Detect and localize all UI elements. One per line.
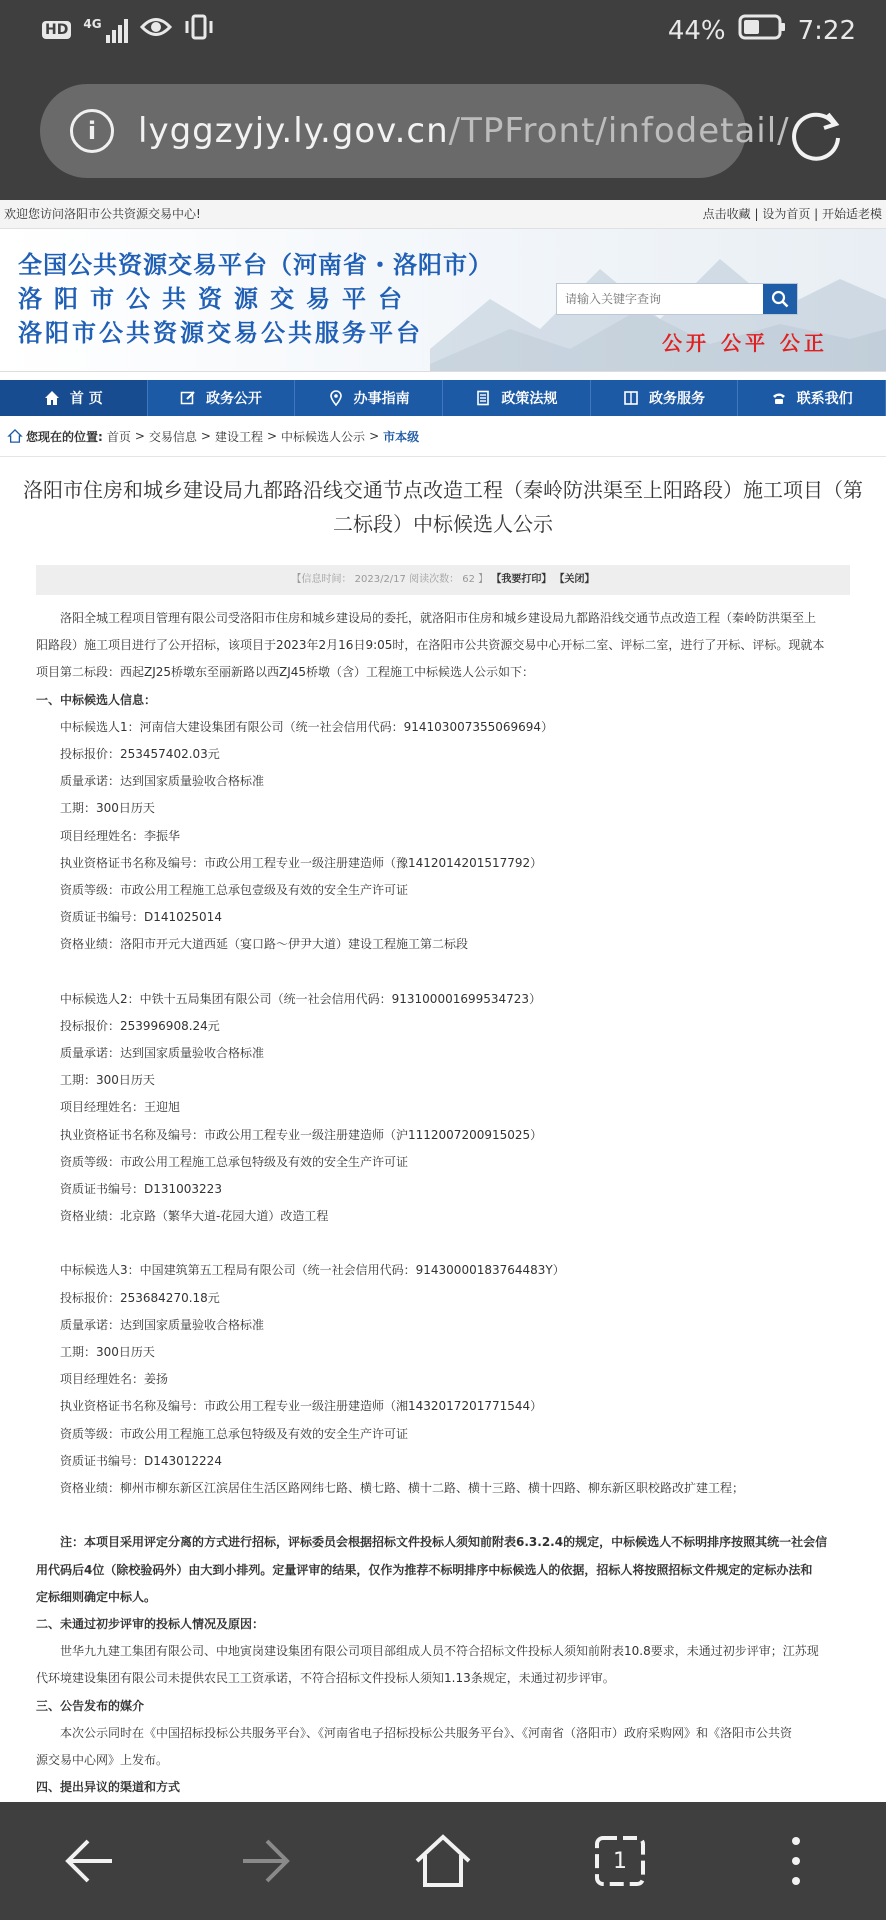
home-icon [8, 429, 22, 443]
site-search [556, 283, 798, 315]
media-line: 本次公示同时在《中国招标投标公共服务平台》、《河南省电子招标投标公共服务平台》、《河南省（洛阳市）政府采购网》和《洛阳市公共资 [60, 1725, 793, 1740]
status-right [668, 14, 856, 47]
address-bar[interactable] [40, 84, 790, 178]
banner-title-2: 洛阳市公共资源交易平台 [18, 285, 414, 313]
spacer [36, 959, 850, 986]
nav-gov-affairs[interactable] [148, 380, 296, 416]
nav-guide[interactable] [295, 380, 443, 416]
vibrate-icon [184, 14, 214, 46]
breadcrumb-separator: > [134, 429, 145, 443]
breadcrumb-candidates[interactable]: 中标候选人公示 [281, 429, 366, 444]
top-line [0, 200, 886, 229]
tab-count: 1 [613, 1848, 627, 1874]
browser-toolbar [0, 62, 886, 200]
hd-badge: HD [42, 21, 71, 39]
article-content [36, 605, 850, 1801]
nav-label: 联系我们 [796, 391, 853, 407]
forward-button[interactable] [215, 1802, 315, 1920]
candidate-cert-no: 资质证书编号：D131003223 [60, 1182, 222, 1197]
document-icon [475, 390, 491, 406]
breadcrumb-label: 您现在的位置: [26, 429, 103, 444]
nav-label: 政务服务 [649, 391, 706, 407]
candidate-price: 投标报价：253457402.03元 [60, 747, 220, 762]
breadcrumb-separator: > [266, 429, 278, 443]
candidate-period: 工期：300日历天 [60, 1073, 155, 1088]
candidate-cert-no: 资质证书编号：D141025014 [60, 910, 222, 925]
fail-line: 世华九九建工集团有限公司、中地寅岗建设集团有限公司项目部组成人员不符合招标文件投标人须知前附表10.8要求，未通过初步评审；江苏现 [60, 1644, 819, 1659]
menu-button[interactable] [746, 1802, 846, 1920]
battery-icon [738, 14, 786, 47]
fail-line: 代环境建设集团有限公司未提供农民工工资承诺，不符合招标文件投标人须知1.13条规定，未通过初步评审。 [36, 1671, 615, 1686]
note-line: 注：本项目采用评定分离的方式进行招标，评标委员会根据招标文件投标人须知前附表6.3.2.4的规定，中标候选人不标明排序按照其统一社会信 [60, 1535, 828, 1550]
nav-home[interactable] [0, 380, 148, 416]
candidate-cert: 执业资格证书名称及编号：市政公用工程专业一级注册建造师（沪1112007200915025） [60, 1127, 543, 1142]
article-title: 洛阳市住房和城乡建设局九都路沿线交通节点改造工程（秦岭防洪渠至上阳路段）施工项目（第二标段）中标候选人公示 [23, 478, 863, 536]
candidate-level: 资质等级：市政公用工程施工总承包壹级及有效的安全生产许可证 [60, 883, 409, 898]
nav-label: 办事指南 [353, 391, 410, 407]
section-heading: 一、中标候选人信息： [36, 692, 157, 707]
edit-icon [180, 390, 196, 406]
phone-icon [771, 390, 787, 406]
nav-services[interactable] [591, 380, 739, 416]
battery-percent: 44% [667, 15, 726, 46]
tabs-button[interactable] [570, 1802, 670, 1920]
welcome-text: 欢迎您访问洛阳市公共资源交易中心! [4, 207, 201, 221]
candidate-achievement: 资格业绩：北京路（繁华大道-花园大道）改造工程 [60, 1209, 329, 1224]
spacer [36, 1230, 850, 1257]
candidate-quality: 质量承诺：达到国家质量验收合格标准 [60, 1046, 265, 1061]
web-page [0, 200, 886, 1802]
location-icon [328, 390, 344, 406]
breadcrumb [0, 416, 886, 457]
more-vertical-icon [788, 1833, 804, 1889]
candidate-period: 工期：300日历天 [60, 1345, 155, 1360]
spacer [36, 1502, 850, 1529]
clock: 7:22 [797, 15, 856, 46]
intro-line: 项目第二标段：西起ZJ25桥墩东至丽新路以西ZJ45桥墩（含）工程施工中标候选人公示如下： [36, 665, 535, 680]
eye-icon [140, 16, 172, 44]
reload-icon[interactable] [790, 108, 846, 164]
media-line: 源交易中心网》上发布。 [36, 1752, 169, 1767]
arrow-left-icon [62, 1833, 118, 1889]
site-banner [0, 229, 886, 372]
network-type: 4G [83, 17, 102, 31]
slogan: 公开 公平 公正 [662, 331, 828, 355]
intro-line: 洛阳全城工程项目管理有限公司受洛阳市住房和城乡建设局的委托，就洛阳市住房和城乡建设局九都路沿线交通节点改造工程（秦岭防洪渠至上 [60, 611, 817, 625]
candidate-level: 资质等级：市政公用工程施工总承包特级及有效的安全生产许可证 [60, 1426, 409, 1441]
nav-label: 首 页 [69, 391, 103, 407]
note-line: 用代码后4位（除校验码外）由大到小排列。定量评审的结果，仅作为推荐不标明排序中标候选人的依据，招标人将按照招标文件规定的定标办法和 [36, 1562, 813, 1577]
candidate-manager: 项目经理姓名：李振华 [60, 828, 181, 843]
candidate-level: 资质等级：市政公用工程施工总承包特级及有效的安全生产许可证 [60, 1154, 409, 1169]
candidate-manager: 项目经理姓名：姜扬 [60, 1372, 169, 1387]
candidate-cert: 执业资格证书名称及编号：市政公用工程专业一级注册建造师（豫1412014201517792） [60, 855, 543, 870]
url-domain: lyggzyjy.ly.gov.cn [138, 111, 449, 151]
nav-policy[interactable] [443, 380, 591, 416]
candidate-period: 工期：300日历天 [60, 801, 155, 816]
url-text[interactable] [138, 111, 790, 151]
status-left [42, 14, 214, 46]
breadcrumb-construction[interactable]: 建设工程 [214, 429, 263, 444]
candidate-manager: 项目经理姓名：王迎旭 [60, 1100, 181, 1115]
candidate-cert: 执业资格证书名称及编号：市政公用工程专业一级注册建造师（湘1432017201771544） [60, 1399, 543, 1414]
candidate-name: 中标候选人3：中国建筑第五工程局有限公司（统一社会信用代码：91430000183764483Y） [60, 1263, 565, 1278]
banner-title-3: 洛阳市公共资源交易公共服务平台 [18, 319, 423, 347]
print-link[interactable]: 【我要打印】 [491, 574, 552, 585]
candidate-price: 投标报价：253684270.18元 [60, 1290, 220, 1305]
candidate-quality: 质量承诺：达到国家质量验收合格标准 [60, 774, 265, 789]
note-line: 定标细则确定中标人。 [36, 1589, 157, 1604]
breadcrumb-separator: > [200, 429, 211, 443]
section-heading: 二、未通过初步评审的投标人情况及原因： [36, 1616, 265, 1631]
close-link[interactable]: 【关闭】 [554, 574, 595, 585]
home-icon [413, 1831, 473, 1891]
candidate-price: 投标报价：253996908.24元 [60, 1018, 220, 1033]
breadcrumb-separator: > [369, 429, 380, 443]
search-button[interactable] [763, 284, 797, 314]
signal-icon [83, 17, 127, 43]
article-meta [36, 565, 850, 595]
status-bar [0, 0, 886, 62]
search-icon [771, 290, 789, 308]
candidate-name: 中标候选人2：中铁十五局集团有限公司（统一社会信用代码：913100001699534723） [60, 991, 542, 1006]
candidate-achievement: 资格业绩：柳州市柳东新区江滨居住生活区路网纬七路、横七路、横十二路、横十三路、横十四路、柳东新区职校路改扩建工程； [60, 1481, 745, 1496]
breadcrumb-current[interactable]: 市本级 [383, 429, 420, 444]
candidate-quality: 质量承诺：达到国家质量验收合格标准 [60, 1317, 265, 1332]
main-nav [0, 380, 886, 416]
banner-title-1: 全国公共资源交易平台（河南省・洛阳市） [18, 251, 493, 279]
arrow-right-icon [237, 1833, 293, 1889]
meta-info: 【信息时间： 2023/2/17 阅读次数： 62 】 [291, 574, 489, 585]
candidate-name: 中标候选人1：河南信大建设集团有限公司（统一社会信用代码：914103007355069694） [60, 719, 554, 734]
breadcrumb-trade-info[interactable]: 交易信息 [148, 429, 197, 444]
site-search-input[interactable] [557, 284, 763, 314]
site-info-icon[interactable]: i [70, 109, 114, 153]
browser-bottom-bar [0, 1802, 886, 1920]
intro-line: 阳路段）施工项目进行了公开招标，该项目于2023年2月16日9:05时，在洛阳市公共资源交易中心开标二室、评标二室，进行了开标、评标。现就本 [36, 638, 825, 653]
candidate-cert-no: 资质证书编号：D143012224 [60, 1453, 222, 1468]
book-icon [623, 390, 639, 406]
candidate-achievement: 资格业绩：洛阳市开元大道西延（宴口路～伊尹大道）建设工程施工第二标段 [60, 937, 469, 952]
nav-label: 政策法规 [501, 391, 558, 407]
home-icon [44, 390, 60, 406]
nav-contact[interactable] [738, 380, 886, 416]
back-button[interactable] [40, 1802, 140, 1920]
section-heading: 三、公告发布的媒介 [36, 1698, 145, 1713]
top-links[interactable]: 点击收藏 | 设为首页 | 开始适老模 [702, 207, 882, 221]
section-heading: 四、提出异议的渠道和方式 [36, 1780, 181, 1795]
url-path: /TPFront/infodetail/ [448, 111, 790, 151]
breadcrumb-home[interactable]: 首页 [106, 429, 131, 444]
nav-label: 政务公开 [206, 391, 262, 407]
home-button[interactable] [393, 1802, 493, 1920]
